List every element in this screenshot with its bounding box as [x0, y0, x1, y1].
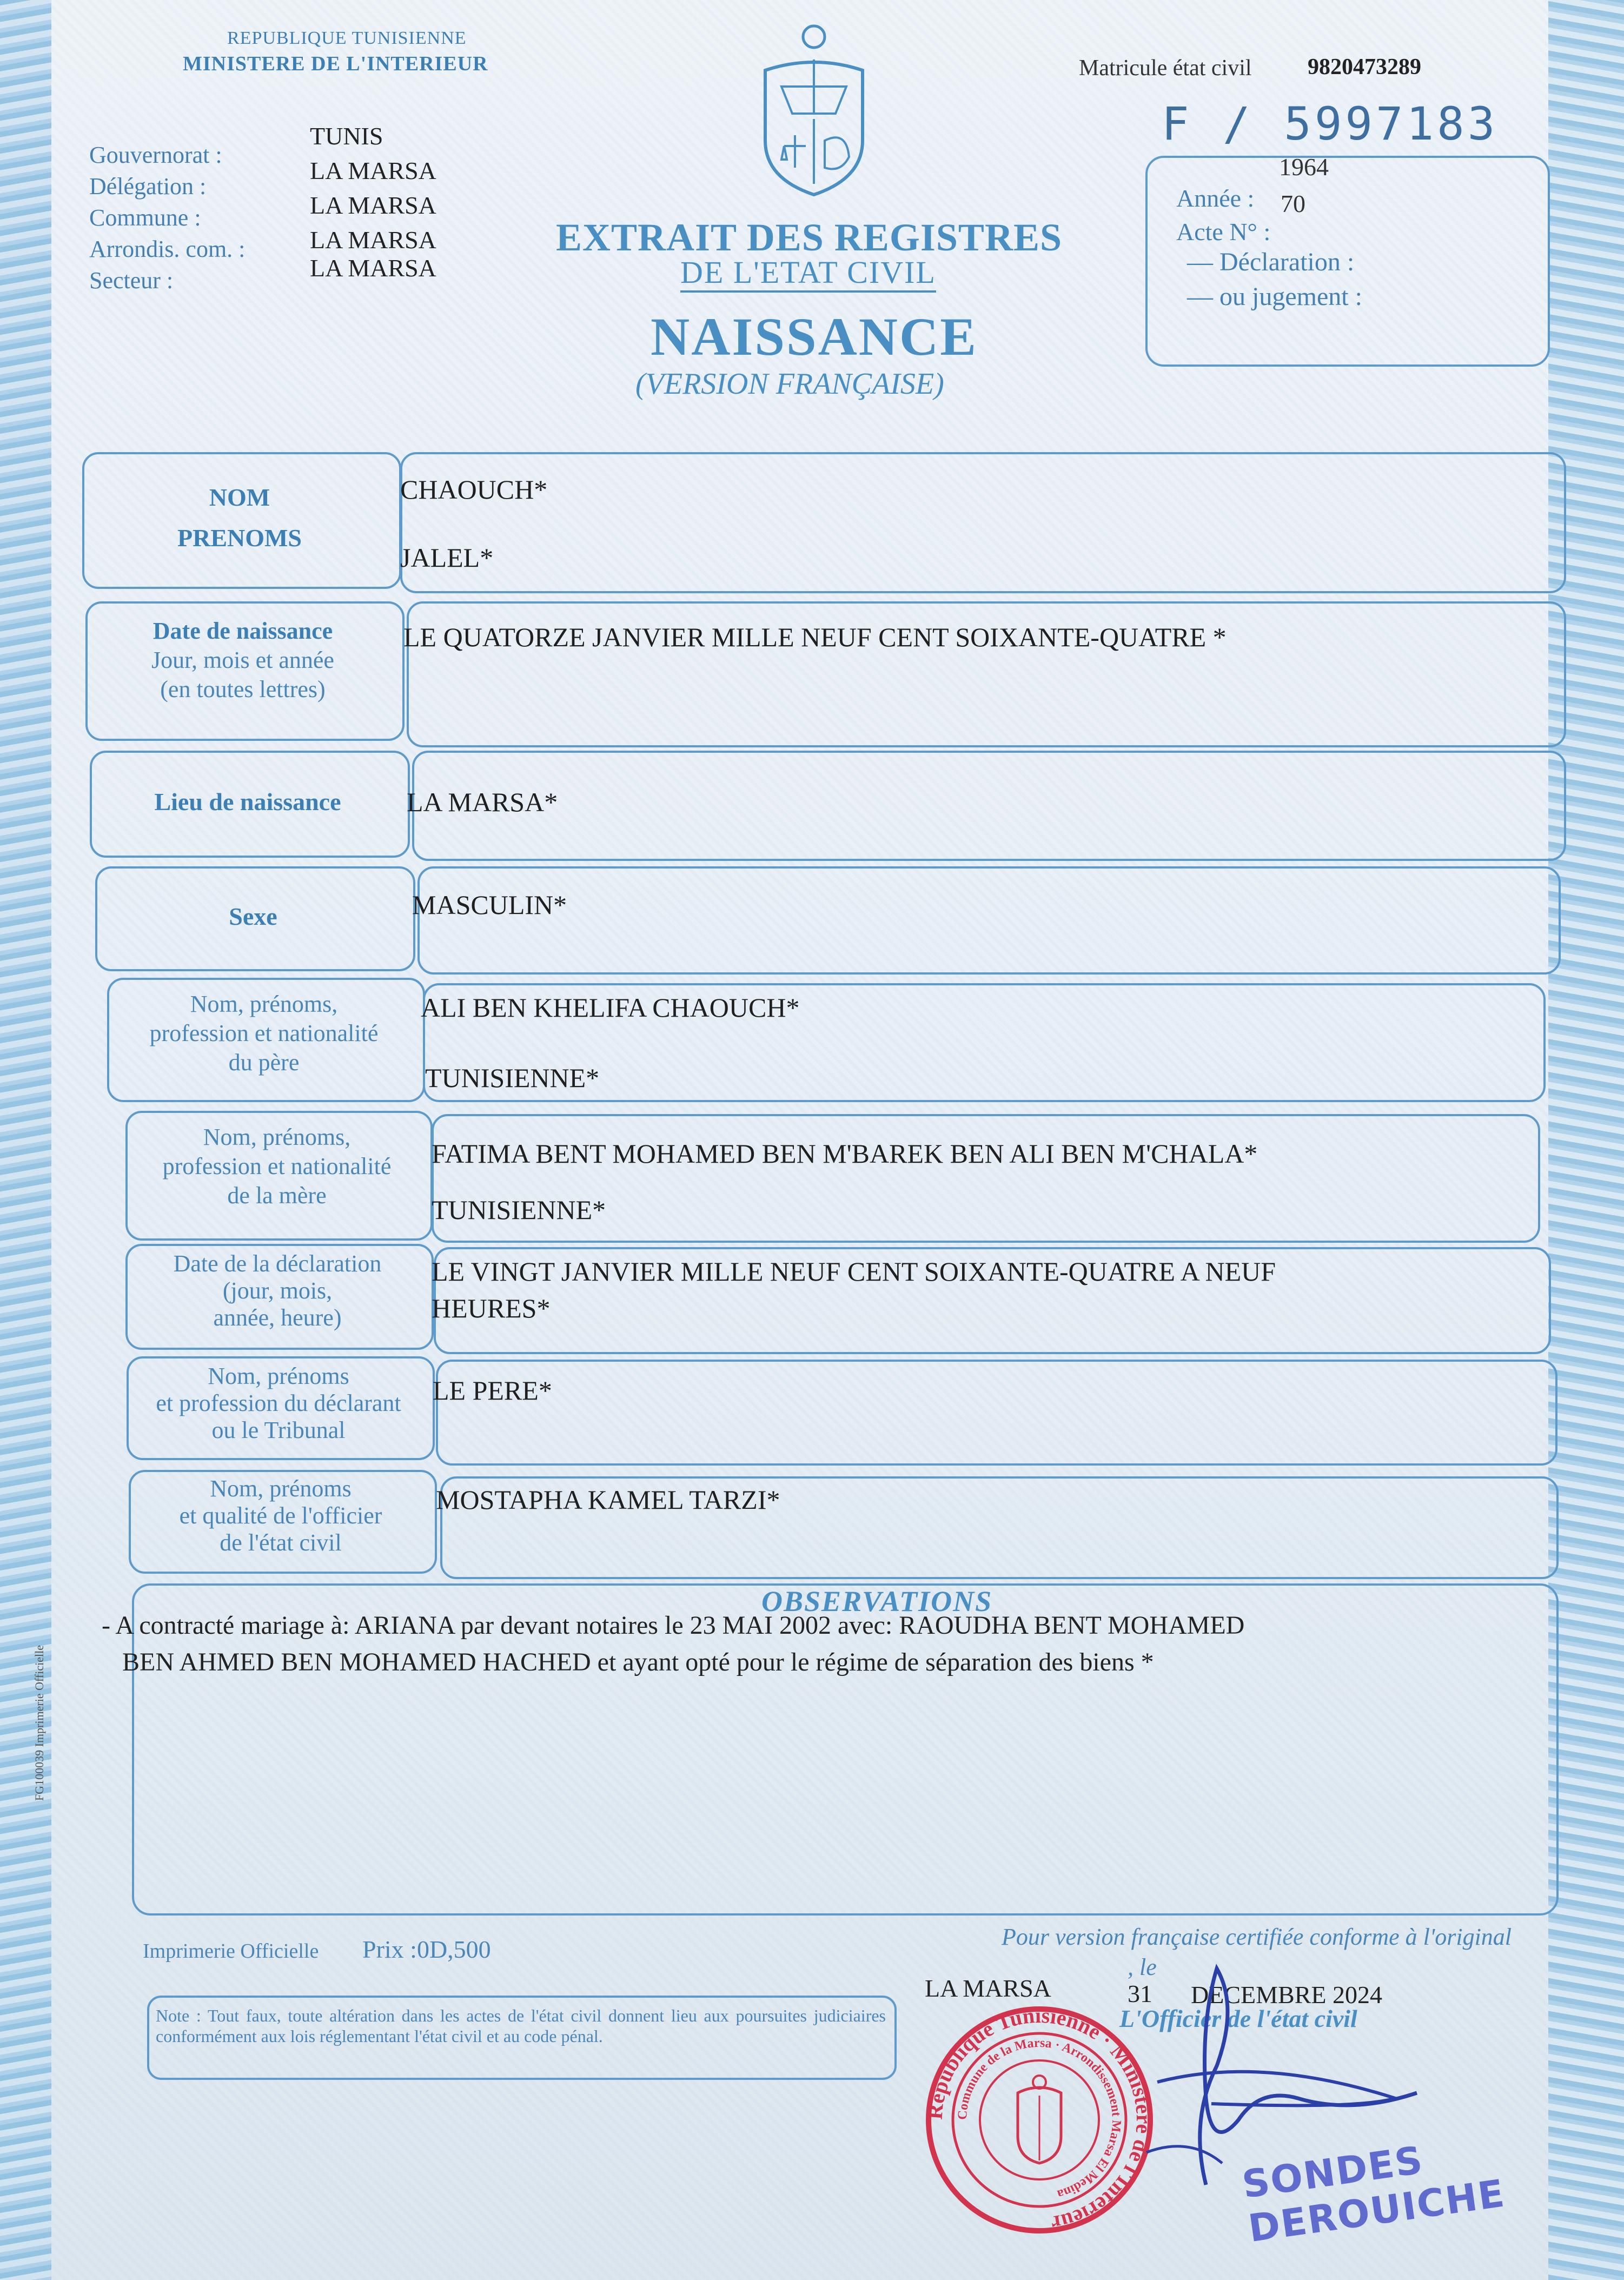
- declarant-label-line1: Nom, prénoms: [208, 1363, 349, 1389]
- officier-value: MOSTAPHA KAMEL TARZI*: [436, 1484, 780, 1515]
- pere-value-nationality: TUNISIENNE*: [425, 1063, 600, 1093]
- nom-value-box: [400, 452, 1566, 593]
- decl-label-line1: Date de la déclaration: [173, 1250, 382, 1277]
- mere-value-name: FATIMA BENT MOHAMED BEN M'BAREK BEN ALI BEN M'CHALA*: [432, 1138, 1258, 1169]
- matricule-value: 9820473289: [1308, 55, 1421, 79]
- left-guilloche-border: [0, 0, 51, 2280]
- label-gouvernorat: Gouvernorat :: [89, 142, 222, 168]
- officier-label-line1: Nom, prénoms: [210, 1475, 352, 1502]
- footer-imprimerie: Imprimerie Officielle: [143, 1940, 319, 1963]
- admin-values: [310, 119, 436, 286]
- header-ministere: MINISTERE DE L'INTERIEUR: [183, 52, 488, 75]
- prenoms-value: JALEL*: [400, 542, 494, 573]
- sexe-label: Sexe: [229, 903, 277, 930]
- footer-certif: Pour version française certifiée conforme à l'original: [1002, 1924, 1512, 1950]
- prenoms-label: PRENOMS: [177, 524, 302, 552]
- decl-label: [125, 1250, 429, 1331]
- date-label: [85, 617, 400, 704]
- footer-prix: Prix :0D,500: [362, 1936, 491, 1963]
- footer-place: LA MARSA: [925, 1974, 1051, 2002]
- decl-label-line2: (jour, mois,: [222, 1277, 333, 1304]
- title-version: (VERSION FRANÇAISE): [635, 367, 944, 401]
- mere-label: [125, 1123, 428, 1210]
- matricule-label: Matricule état civil: [1079, 56, 1252, 81]
- pere-label-line2: profession et nationalité: [149, 1020, 379, 1046]
- right-guilloche-border: [1548, 0, 1624, 2280]
- lieu-value-box: [412, 751, 1566, 861]
- declarant-label-line2: et profession du déclarant: [156, 1390, 401, 1416]
- title-etat-civil: DE L'ETAT CIVIL: [680, 254, 936, 293]
- decl-label-line3: année, heure): [213, 1304, 342, 1331]
- footer-le: , le: [1128, 1954, 1157, 1980]
- value-arrondissement: LA MARSA: [310, 226, 436, 254]
- pere-label-line1: Nom, prénoms,: [190, 991, 338, 1017]
- title-extrait: EXTRAIT DES REGISTRES: [556, 216, 1063, 259]
- observations-title: OBSERVATIONS: [761, 1585, 993, 1618]
- value-delegation: LA MARSA: [310, 157, 436, 184]
- side-printer-code: FG100039 Imprimerie Officielle: [32, 1645, 46, 1801]
- declarant-label-line3: ou le Tribunal: [211, 1417, 346, 1443]
- title-naissance: NAISSANCE: [651, 307, 978, 367]
- decl-value-line1: LE VINGT JANVIER MILLE NEUF CENT SOIXANTE-QUATRE A NEUF: [432, 1256, 1276, 1287]
- pere-value-name: ALI BEN KHELIFA CHAOUCH*: [421, 992, 800, 1023]
- sexe-value: MASCULIN*: [412, 890, 567, 920]
- value-gouvernorat: TUNIS: [310, 122, 383, 150]
- seal-outer-text: République Tunisienne · Ministère de l'Intérieur: [922, 2003, 1157, 2236]
- declaration-label: — Déclaration :: [1187, 248, 1355, 276]
- date-label-line2: Jour, mois et année: [151, 647, 334, 673]
- value-commune: LA MARSA: [310, 191, 436, 219]
- nom-label: NOM: [209, 483, 270, 511]
- label-secteur: Secteur :: [89, 267, 174, 294]
- officier-label-line2: et qualité de l'officier: [179, 1502, 382, 1529]
- value-secteur: LA MARSA: [310, 254, 436, 282]
- lieu-label: Lieu de naissance: [154, 788, 341, 816]
- lieu-value: LA MARSA*: [407, 787, 558, 817]
- acte-label: Acte N° :: [1176, 218, 1271, 246]
- footer-month-year: DECEMBRE 2024: [1191, 1981, 1382, 2009]
- mere-value-nationality: TUNISIENNE*: [432, 1195, 606, 1225]
- acte-number: 70: [1281, 190, 1305, 217]
- officer-name-stamp: SONDES DEROUICHE: [1239, 2137, 1508, 2251]
- mere-label-line3: de la mère: [227, 1182, 327, 1209]
- footer-note: Note : Tout faux, toute altération dans les actes de l'état civil donnent lieu aux poursuites judiciaires conformément aux lois réglementant l'état civil et au code pénal.: [156, 2006, 886, 2046]
- jugement-label: — ou jugement :: [1187, 282, 1362, 311]
- annee-value: 1964: [1279, 153, 1329, 181]
- header-republique: REPUBLIQUE TUNISIENNE: [227, 28, 467, 48]
- label-arrondissement: Arrondis. com. :: [89, 236, 246, 262]
- pere-label: [107, 990, 421, 1077]
- officier-label-line3: de l'état civil: [220, 1529, 342, 1556]
- declarant-value: LE PERE*: [433, 1375, 552, 1406]
- label-delegation: Délégation :: [89, 173, 207, 200]
- observations-line2: BEN AHMED BEN MOHAMED HACHED et ayant opté pour le régime de séparation des biens *: [122, 1648, 1154, 1676]
- annee-label: Année :: [1176, 184, 1255, 212]
- official-seal: [920, 2001, 1158, 2239]
- decl-value-line2: HEURES*: [432, 1293, 551, 1323]
- sexe-value-box: [417, 866, 1561, 975]
- declarant-value-box: [436, 1360, 1557, 1466]
- officier-label: [129, 1475, 433, 1556]
- footer-officier: L'Officier de l'état civil: [1119, 2005, 1357, 2032]
- mere-label-line2: profession et nationalité: [162, 1153, 392, 1179]
- date-label-line3: (en toutes lettres): [160, 676, 326, 702]
- date-value: LE QUATORZE JANVIER MILLE NEUF CENT SOIXANTE-QUATRE *: [403, 622, 1227, 652]
- footer-day: 31: [1128, 1980, 1152, 2007]
- coat-of-arms-icon: [744, 22, 884, 200]
- nom-value: CHAOUCH*: [400, 474, 548, 505]
- serial-number: F / 5997183: [1162, 97, 1499, 150]
- mere-label-line1: Nom, prénoms,: [203, 1124, 351, 1150]
- label-commune: Commune :: [89, 204, 201, 231]
- date-label-line1: Date de naissance: [153, 618, 333, 644]
- pere-label-line3: du père: [228, 1049, 300, 1076]
- seal-inner-text: Commune de la Marsa · Arrondissement Marsa El Medina: [955, 2036, 1124, 2202]
- admin-labels: [89, 140, 245, 296]
- declarant-label: [127, 1363, 430, 1444]
- observations-line1: - A contracté mariage à: ARIANA par devant notaires le 23 MAI 2002 avec: RAOUDHA BENT MOHAMED: [102, 1611, 1245, 1640]
